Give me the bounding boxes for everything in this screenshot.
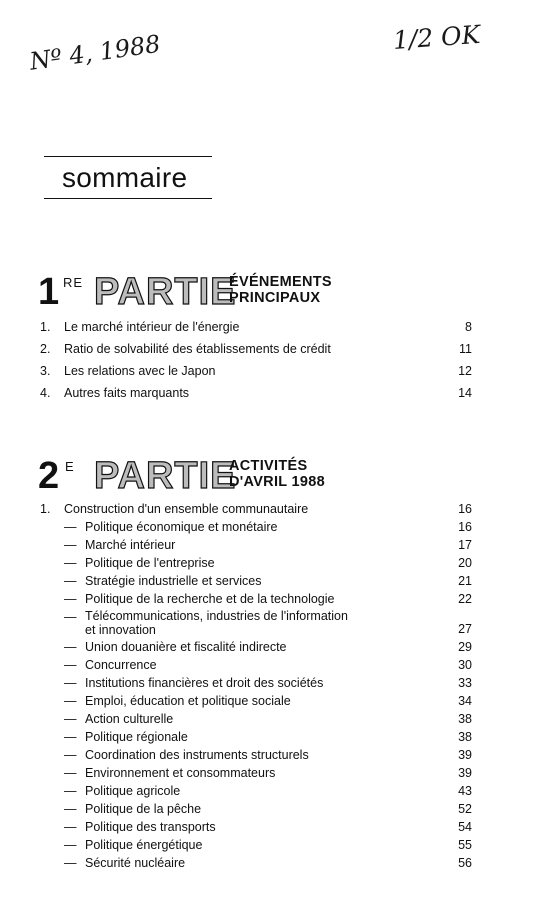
part1-word: PARTIE <box>94 271 237 313</box>
toc-item[interactable] <box>40 362 472 380</box>
toc-subitem-label: Emploi, éducation et politique sociale <box>85 694 291 708</box>
toc-subitem[interactable] <box>40 710 472 728</box>
toc-item-page: 16 <box>458 502 472 516</box>
title-rule-top <box>44 156 212 157</box>
part2-subtitle <box>229 458 325 490</box>
toc-item-number: 1. <box>40 502 51 516</box>
toc-item-label: Le marché intérieur de l'énergie <box>64 320 240 334</box>
toc-subitem-label: Stratégie industrielle et services <box>85 574 262 588</box>
dash-bullet: — <box>64 802 77 816</box>
dash-bullet: — <box>64 574 77 588</box>
toc-subitem[interactable] <box>40 782 472 800</box>
toc-subitem[interactable] <box>40 656 472 674</box>
toc-subitem-label: Politique régionale <box>85 730 188 744</box>
dash-bullet: — <box>64 610 77 624</box>
toc-item[interactable] <box>40 318 472 336</box>
dash-bullet: — <box>64 694 77 708</box>
toc-subitem-page: 54 <box>458 820 472 834</box>
toc-subitem-page: 30 <box>458 658 472 672</box>
page-title: sommaire <box>62 162 188 193</box>
toc-item-page: 8 <box>465 320 472 334</box>
toc-subitem[interactable] <box>40 536 472 554</box>
part1-number: 1 <box>38 271 60 313</box>
toc-subitem-label: Marché intérieur <box>85 538 176 552</box>
toc-item-number: 1. <box>40 320 51 334</box>
toc-subitem-label: Coordination des instruments structurels <box>85 748 309 762</box>
dash-bullet: — <box>64 640 77 654</box>
toc-subitem-label-line1: Télécommunications, industries de l'information <box>85 609 348 623</box>
toc-item[interactable] <box>40 384 472 402</box>
dash-bullet: — <box>64 676 77 690</box>
dash-bullet: — <box>64 838 77 852</box>
toc-item-number: 3. <box>40 364 51 378</box>
toc-subitem-label: Concurrence <box>85 658 157 672</box>
toc-subitem[interactable] <box>40 800 472 818</box>
dash-bullet: — <box>64 520 77 534</box>
toc-item-label: Autres faits marquants <box>64 386 190 400</box>
toc-subitem[interactable] <box>40 764 472 782</box>
toc-item-label: Les relations avec le Japon <box>64 364 216 378</box>
dash-bullet: — <box>64 748 77 762</box>
toc-subitem-page: 21 <box>458 574 472 588</box>
toc-subitem-label: Institutions financières et droit des sociétés <box>85 676 324 690</box>
toc-subitem[interactable] <box>40 836 472 854</box>
handwritten-ok-note: 1/2 OK <box>392 19 482 55</box>
dash-bullet: — <box>64 712 77 726</box>
toc-subitem-label-line2: et innovation <box>85 623 156 637</box>
toc-subitem-page: 39 <box>458 766 472 780</box>
toc-item-page: 12 <box>458 364 472 378</box>
toc-item-page: 11 <box>459 342 472 356</box>
toc-item-label: Ratio de solvabilité des établissements de crédit <box>64 342 331 356</box>
toc-subitem-page: 29 <box>458 640 472 654</box>
toc-subitem-label: Environnement et consommateurs <box>85 766 276 780</box>
dash-bullet: — <box>64 820 77 834</box>
toc-subitem-label: Sécurité nucléaire <box>85 856 186 870</box>
toc-subitem-label: Politique de la pêche <box>85 802 202 816</box>
part1-subtitle-line1: ÉVÉNEMENTS <box>229 274 332 290</box>
toc-item-label: Construction d'un ensemble communautaire <box>64 502 309 516</box>
toc-subitem-page: 16 <box>458 520 472 534</box>
toc-subitem[interactable] <box>40 854 472 872</box>
toc-item-number: 2. <box>40 342 51 356</box>
toc-subitem-label: Action culturelle <box>85 712 174 726</box>
toc-subitem-label: Politique économique et monétaire <box>85 520 278 534</box>
toc-subitem[interactable] <box>40 746 472 764</box>
dash-bullet: — <box>64 730 77 744</box>
dash-bullet: — <box>64 856 77 870</box>
toc-subitem[interactable] <box>40 608 472 638</box>
dash-bullet: — <box>64 658 77 672</box>
part2-subtitle-line1: ACTIVITÉS <box>229 458 308 474</box>
toc-item[interactable] <box>40 340 472 358</box>
part2-superscript: E <box>65 459 75 474</box>
toc-subitem-page: 27 <box>458 622 472 636</box>
part1-subtitle <box>229 274 332 306</box>
part2-toc <box>40 500 472 872</box>
part1-superscript: RE <box>63 275 84 290</box>
toc-subitem-page: 34 <box>458 694 472 708</box>
toc-subitem-page: 22 <box>458 592 472 606</box>
dash-bullet: — <box>64 592 77 606</box>
toc-subitem-label: Union douanière et fiscalité indirecte <box>85 640 287 654</box>
toc-subitem-label: Politique agricole <box>85 784 181 798</box>
dash-bullet: — <box>64 766 77 780</box>
toc-subitem-page: 38 <box>458 712 472 726</box>
toc-subitem[interactable] <box>40 728 472 746</box>
dash-bullet: — <box>64 556 77 570</box>
handwritten-issue-note: Nº 4, 1988 <box>28 29 163 76</box>
toc-subitem[interactable] <box>40 674 472 692</box>
toc-item-number: 4. <box>40 386 51 400</box>
toc-subitem-page: 38 <box>458 730 472 744</box>
toc-subitem[interactable] <box>40 518 472 536</box>
toc-subitem[interactable] <box>40 572 472 590</box>
toc-subitem-page: 33 <box>458 676 472 690</box>
toc-subitem-page: 43 <box>458 784 472 798</box>
part2-subtitle-line2: D'AVRIL 1988 <box>229 474 325 490</box>
part1-subtitle-line2: PRINCIPAUX <box>229 290 321 306</box>
toc-subitem[interactable] <box>40 638 472 656</box>
toc-subitem-page: 55 <box>458 838 472 852</box>
toc-item[interactable] <box>40 500 472 518</box>
toc-subitem-label: Politique des transports <box>85 820 216 834</box>
toc-subitem-page: 52 <box>458 802 472 816</box>
toc-subitem-label: Politique de l'entreprise <box>85 556 215 570</box>
part2-number: 2 <box>38 455 60 497</box>
toc-subitem[interactable] <box>40 818 472 836</box>
dash-bullet: — <box>64 784 77 798</box>
toc-subitem-label <box>40 608 472 638</box>
dash-bullet: — <box>64 538 77 552</box>
toc-subitem[interactable] <box>40 590 472 608</box>
toc-subitem-page: 56 <box>458 856 472 870</box>
toc-item-page: 14 <box>458 386 472 400</box>
title-rule-bottom <box>44 198 212 199</box>
toc-subitem-label: Politique de la recherche et de la technologie <box>85 592 335 606</box>
toc-subitem-label: Politique énergétique <box>85 838 203 852</box>
toc-subitem[interactable] <box>40 554 472 572</box>
part2-word: PARTIE <box>94 455 237 497</box>
toc-subitem-page: 20 <box>458 556 472 570</box>
toc-subitem-page: 17 <box>458 538 472 552</box>
part1-toc <box>40 318 472 406</box>
toc-subitem[interactable] <box>40 692 472 710</box>
toc-subitem-page: 39 <box>458 748 472 762</box>
